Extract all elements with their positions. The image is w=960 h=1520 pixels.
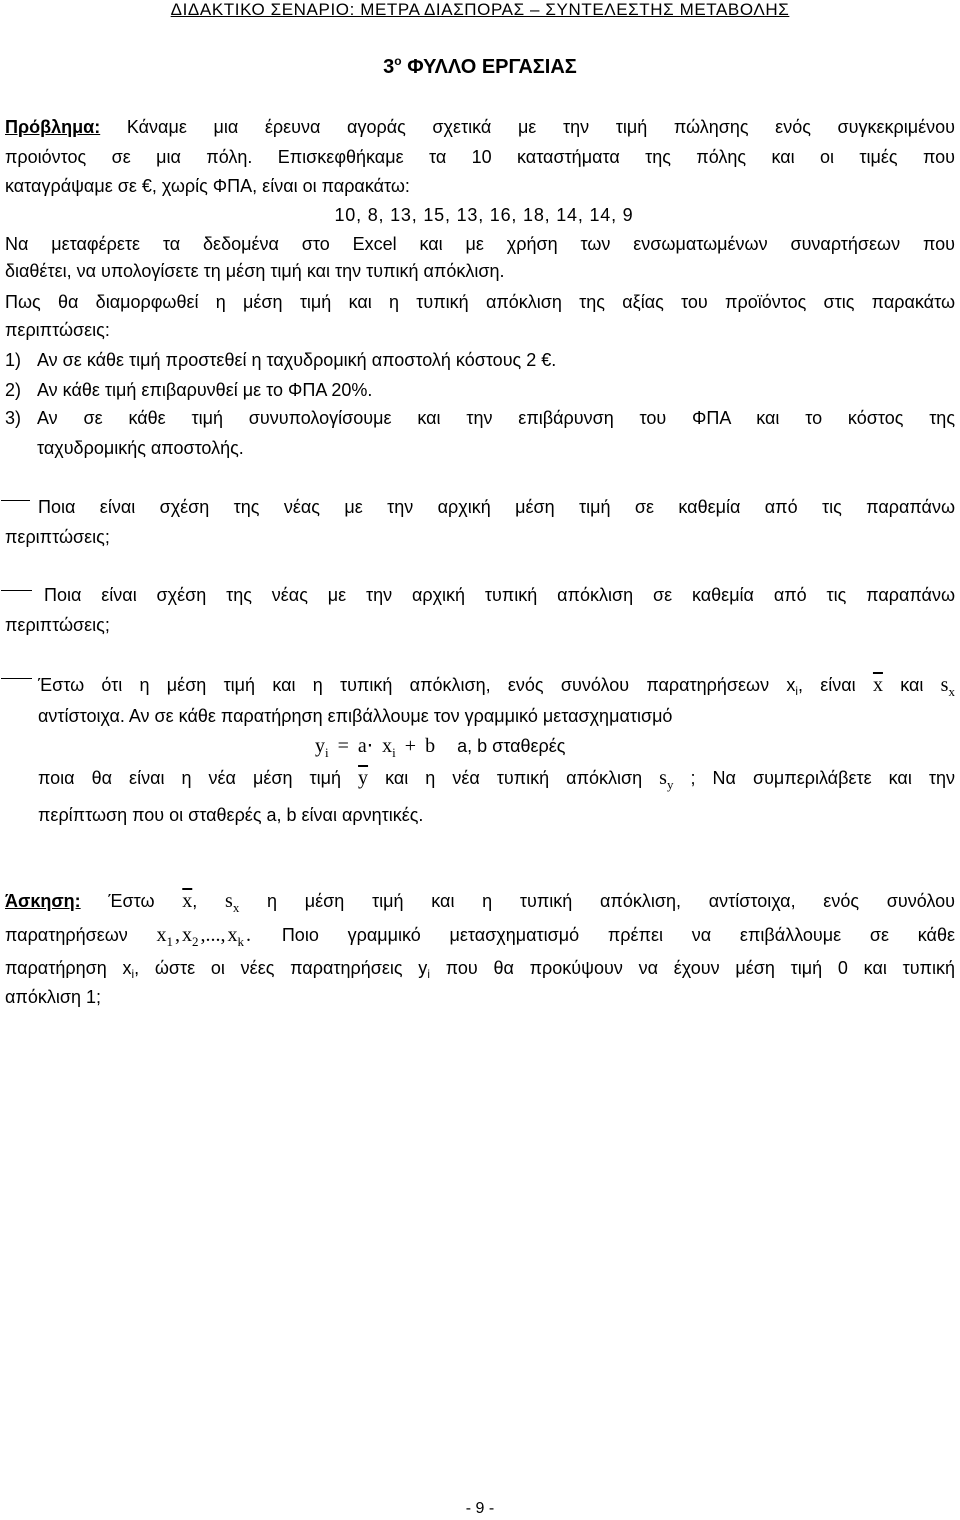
problem-line-2: προιόντος σε μια πόλη. Επισκεφθήκαμε τα 10 καταστήματα της πόλης και οι τιμές που: [5, 147, 955, 167]
linear-question-text-1: Έστω ότι η μέση τιμή και η τυπική απόκλιση, ενός συνόλου παρατηρήσεων x: [38, 675, 796, 695]
exercise-text-3b: , ώστε οι νέες παρατηρήσεις y: [134, 958, 428, 978]
linear-question-line-1: [38, 673, 955, 697]
exercise-text-3c: που θα προκύψουν να έχουν μέση τιμή 0 και τυπική: [445, 958, 955, 978]
linear-question-text-3b: και η νέα τυπική απόκλιση: [385, 768, 643, 788]
problem-line-1: [5, 115, 955, 139]
linear-question-line-4: περίπτωση που οι σταθερές a, b είναι αρνητικές.: [38, 805, 424, 825]
exercise-line-4: απόκλιση 1;: [5, 987, 101, 1007]
linear-question-text-3c: ; Να συμπεριλάβετε και την: [690, 768, 955, 788]
worksheet-title: [0, 55, 960, 79]
exercise-label: Άσκηση:: [5, 891, 81, 911]
sd-symbol: s: [225, 890, 233, 912]
observation-symbol: x: [227, 924, 238, 946]
linear-question-text-1b: , είναι: [797, 675, 856, 695]
observation-separator: .: [246, 924, 252, 946]
observation-separator: ,...,: [200, 924, 226, 946]
case-1-text: Αν σε κάθε τιμή προστεθεί η ταχυδρομική αποστολή κόστους 2 €.: [37, 350, 557, 370]
case-3-text-line-2: ταχυδρομικής αποστολής.: [37, 438, 244, 458]
question-line-1: Πως θα διαμορφωθεί η μέση τιμή και η τυπική απόκλιση της αξίας του προϊόντος στις παρακάτω: [5, 292, 955, 312]
sd-symbol-subscript: x: [232, 899, 240, 915]
observation-subscript: k: [237, 933, 245, 949]
linear-question-line-2: αντίστοιχα. Αν σε κάθε παρατήρηση επιβάλλουμε τον γραμμικό μετασχηματισμό: [38, 706, 673, 726]
mean-question-line-1: Ποια είναι σχέση της νέας με την αρχική μέση τιμή σε καθεμία από τις παραπάνω: [38, 497, 955, 517]
mean-x-bar-symbol: $\overline{x}$: [182, 890, 193, 912]
linear-question-and: και: [900, 675, 924, 695]
case-3-marker: 3): [5, 408, 22, 428]
observation-symbol: x: [182, 924, 193, 946]
mean-x-bar-symbol: $\overline{x}$: [872, 674, 883, 696]
exercise-text-1b: η μέση τιμή και η τυπική απόκλιση, αντίστοιχα, ενός συνόλου: [267, 891, 955, 911]
formula-constants: a, b σταθερές: [457, 736, 566, 756]
question-line-2: περιπτώσεις:: [5, 320, 110, 340]
observation-separator: ,: [175, 924, 181, 946]
case-2-marker: 2): [5, 380, 22, 400]
new-sd-symbol: s: [659, 767, 667, 789]
dash-bullet-marker: [1, 590, 32, 591]
sd-question-line-2: περιπτώσεις;: [5, 615, 110, 635]
running-header: ΔΙΔΑΚΤΙΚΟ ΣΕΝΑΡΙΟ: ΜΕΤΡΑ ΔΙΑΣΠΟΡΑΣ – ΣΥΝΤΕΛΕΣΤΗΣ ΜΕΤΑΒΟΛΗΣ: [170, 0, 790, 19]
worksheet-title-text: ΦΥΛΛΟ ΕΡΓΑΣΙΑΣ: [407, 56, 577, 78]
case-3-text-line-1: Αν σε κάθε τιμή συνυπολογίσουμε και την επιβάρυνση του ΦΠΑ και το κόστος της: [37, 408, 955, 428]
page-number: - 9 -: [465, 1500, 495, 1517]
excel-task-line-2: διαθέτει, να υπολογίσετε τη μέση τιμή και την τυπική απόκλιση.: [5, 261, 505, 281]
observation-index: i: [131, 968, 135, 982]
observation-subscript: 1: [166, 933, 174, 949]
exercise-text-2b: Ποιο γραμμικό μετασχηματισμό πρέπει να επιβάλλουμε σε κάθε: [281, 925, 955, 945]
problem-line-3: καταγράψαμε σε €, χωρίς ΦΠΑ, είναι οι παρακάτω:: [5, 176, 410, 196]
sd-symbol: s: [940, 674, 949, 696]
sd-question-line-1: Ποια είναι σχέση της νέας με την αρχική τυπική απόκλιση σε καθεμία από τις παραπάνω: [44, 585, 955, 605]
linear-question-line-3: [38, 766, 955, 790]
exercise-line-2: [5, 923, 955, 947]
exercise-text-2a: παρατηρήσεων: [5, 925, 128, 945]
linear-question-text-3: ποια θα είναι η νέα μέση τιμή: [38, 768, 342, 788]
worksheet-ordinal: ο: [394, 54, 402, 68]
observation-symbol: x: [156, 924, 167, 946]
observation-subscript: 2: [192, 933, 199, 949]
exercise-comma: ,: [192, 891, 198, 911]
formula-lhs-subscript: i: [325, 744, 329, 760]
formula-rhs-b: + b: [404, 735, 436, 757]
exercise-line-3: [5, 956, 955, 980]
problem-text-1: Κάναμε μια έρευνα αγοράς σχετικά με την τιμή πώλησης ενός συγκεκριμένου: [126, 117, 955, 137]
sd-symbol-subscript: x: [948, 683, 955, 699]
mean-y-bar-symbol: $\overline{y}$: [358, 767, 369, 789]
new-observation-index: i: [427, 968, 430, 982]
new-sd-symbol-subscript: y: [666, 776, 674, 792]
problem-label: Πρόβλημα:: [5, 117, 101, 137]
observation-index: i: [795, 685, 798, 699]
formula-rhs-subscript: i: [392, 744, 396, 760]
dash-bullet-marker: [1, 678, 32, 679]
excel-task-line-1: Να μεταφέρετε τα δεδομένα στο Excel και με χρήση των ενσωματωμένων συναρτήσεων που: [5, 234, 955, 254]
formula-rhs-a: = a⋅ x: [337, 735, 393, 757]
exercise-text-3a: παρατήρηση x: [5, 958, 132, 978]
case-1-marker: 1): [5, 350, 22, 370]
case-2-text: Αν κάθε τιμή επιβαρυνθεί με το ΦΠΑ 20%.: [37, 380, 373, 400]
linear-transform-formula: [315, 734, 645, 758]
exercise-line-1: [5, 889, 955, 913]
price-list: 10, 8, 13, 15, 13, 16, 18, 14, 14, 9: [334, 205, 634, 225]
formula-lhs: y: [315, 735, 325, 757]
mean-question-line-2: περιπτώσεις;: [5, 527, 110, 547]
dash-bullet-marker: [1, 500, 30, 501]
exercise-text-1a: Έστω: [108, 891, 155, 911]
worksheet-number: 3: [383, 56, 395, 78]
